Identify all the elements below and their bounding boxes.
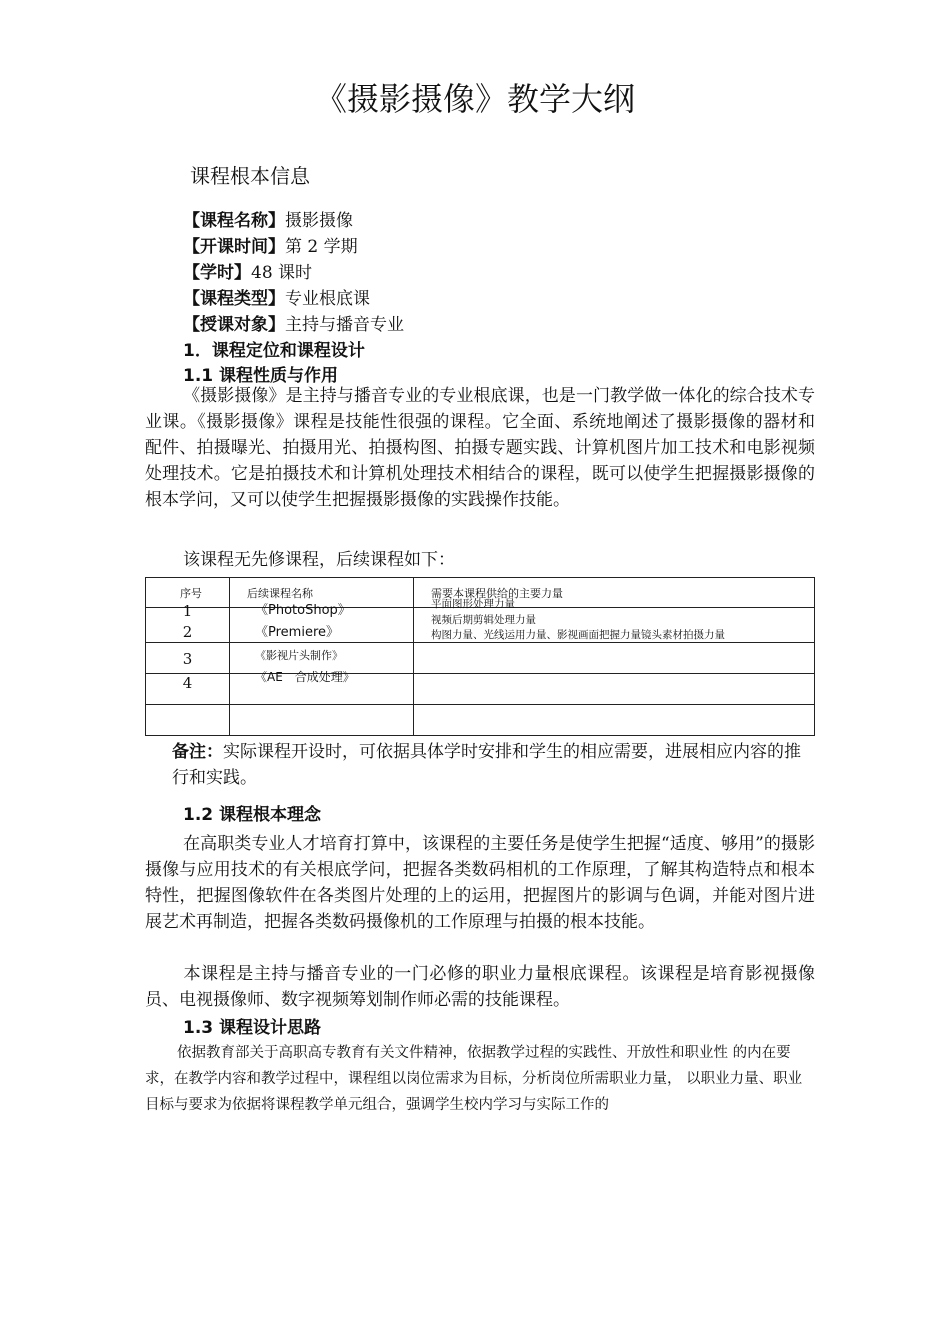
followup-intro: 该课程无先修课程，后续课程如下： [183,550,455,570]
note-paragraph [172,739,812,791]
table-cell: 序号 [146,578,230,608]
section-1-2-paragraph-1: 在高职类专业人才培育打算中，该课程的主要任务是使学生把握“适度、够用”的摄影摄像与应用技术的有关根底学问，把握各类数码相机的工作原理，了解其构造特点和根本特性，把握图像软件在各类图片处理的上的运用，把握图片的影调与色调，并能对图片进展艺术再制造，把握各类数码摄像机的工作原理与拍摄的根本技能。 [145,834,815,932]
section-1-3-heading: 1.3 课程设计思路 [183,1018,322,1038]
table-cell [414,674,815,705]
field-label: 【授课对象】 [183,315,285,335]
field-value: 摄影摄像 [285,211,353,231]
table-row [146,643,815,674]
field-label: 【课程类型】 [183,289,285,309]
table-cell: 《PhotoShop》 《Premiere》 [230,608,414,643]
table-cell [414,705,815,736]
table-row [146,674,815,705]
field-hours [183,258,312,283]
section-1-heading: 1．课程定位和课程设计 [183,341,365,361]
table-cell [230,705,414,736]
field-course-type [183,284,370,309]
table-cell [414,643,815,674]
field-value: 专业根底课 [285,289,370,309]
section-1-1-paragraph: 《摄影摄像》是主持与播音专业的专业根底课，也是一门教学做一体化的综合技术专业课。《摄影摄像》课程是技能性很强的课程。它全面、系统地阐述了摄影摄像的器材和配件、拍摄曝光、拍摄用光、拍摄构图、拍摄专题实践、计算机图片加工技术和电影视频处理技术。它是拍摄技术和计算机处理技术相结合的课程，既可以使学生把握摄影摄像的根本学问，又可以使学生把握摄影摄像的实践操作技能。 [145,386,815,510]
table-cell: 《影视片头制作》 [230,643,414,674]
field-value: 第 2 学期 [285,237,358,257]
table-cell: 4 [146,674,230,705]
followup-courses-table [145,577,815,736]
field-label: 【开课时间】 [183,237,285,257]
note-label: 备注： [172,742,223,762]
basic-info-heading: 课程根本信息 [190,164,310,188]
note-text: 实际课程开设时，可依据具体学时安排和学生的相应需要，进展相应内容的推行和实践。 [172,742,801,788]
table-cell: 需要本课程供给的主要力量 [414,578,815,608]
field-course-name [183,206,353,231]
field-value: 48 课时 [251,263,313,283]
section-1-1-heading: 1.1 课程性质与作用 [183,366,339,386]
page-title: 《摄影摄像》教学大纲 [314,80,635,118]
table-row [146,608,815,643]
section-1-2-heading: 1.2 课程根本理念 [183,805,322,825]
table-row [146,705,815,736]
field-label: 【学时】 [183,263,251,283]
section-1-2-paragraph-2: 本课程是主持与播音专业的一门必修的职业力量根底课程。该课程是培育影视摄像员、电视摄像师、数字视频筹划制作师必需的技能课程。 [145,964,815,1010]
section-1-3-paragraph: 依据教育部关于高职高专教育有关文件精神，依据教学过程的实践性、开放性和职业性 的内在要求，在教学内容和教学过程中，课程组以岗位需求为目标，分析岗位所需职业力量， 以职业力量、职业目标与要求为依据将课程教学单元组合，强调学生校内学习与实际工作的 [145,1045,803,1113]
field-audience [183,310,404,335]
table-cell: 1 2 [146,608,230,643]
field-value: 主持与播音专业 [285,315,404,335]
table-cell [146,705,230,736]
table-cell: 《AE 合成处理》 [230,674,414,705]
table-cell: 后续课程名称 [230,578,414,608]
table-cell: 平面图形处理力量 视频后期剪辑处理力量 构图力量、光线运用力量、影视画面把握力量镜头素材拍摄力量 [414,608,815,643]
field-label: 【课程名称】 [183,211,285,231]
table-cell: 3 [146,643,230,674]
field-start-time [183,232,358,257]
